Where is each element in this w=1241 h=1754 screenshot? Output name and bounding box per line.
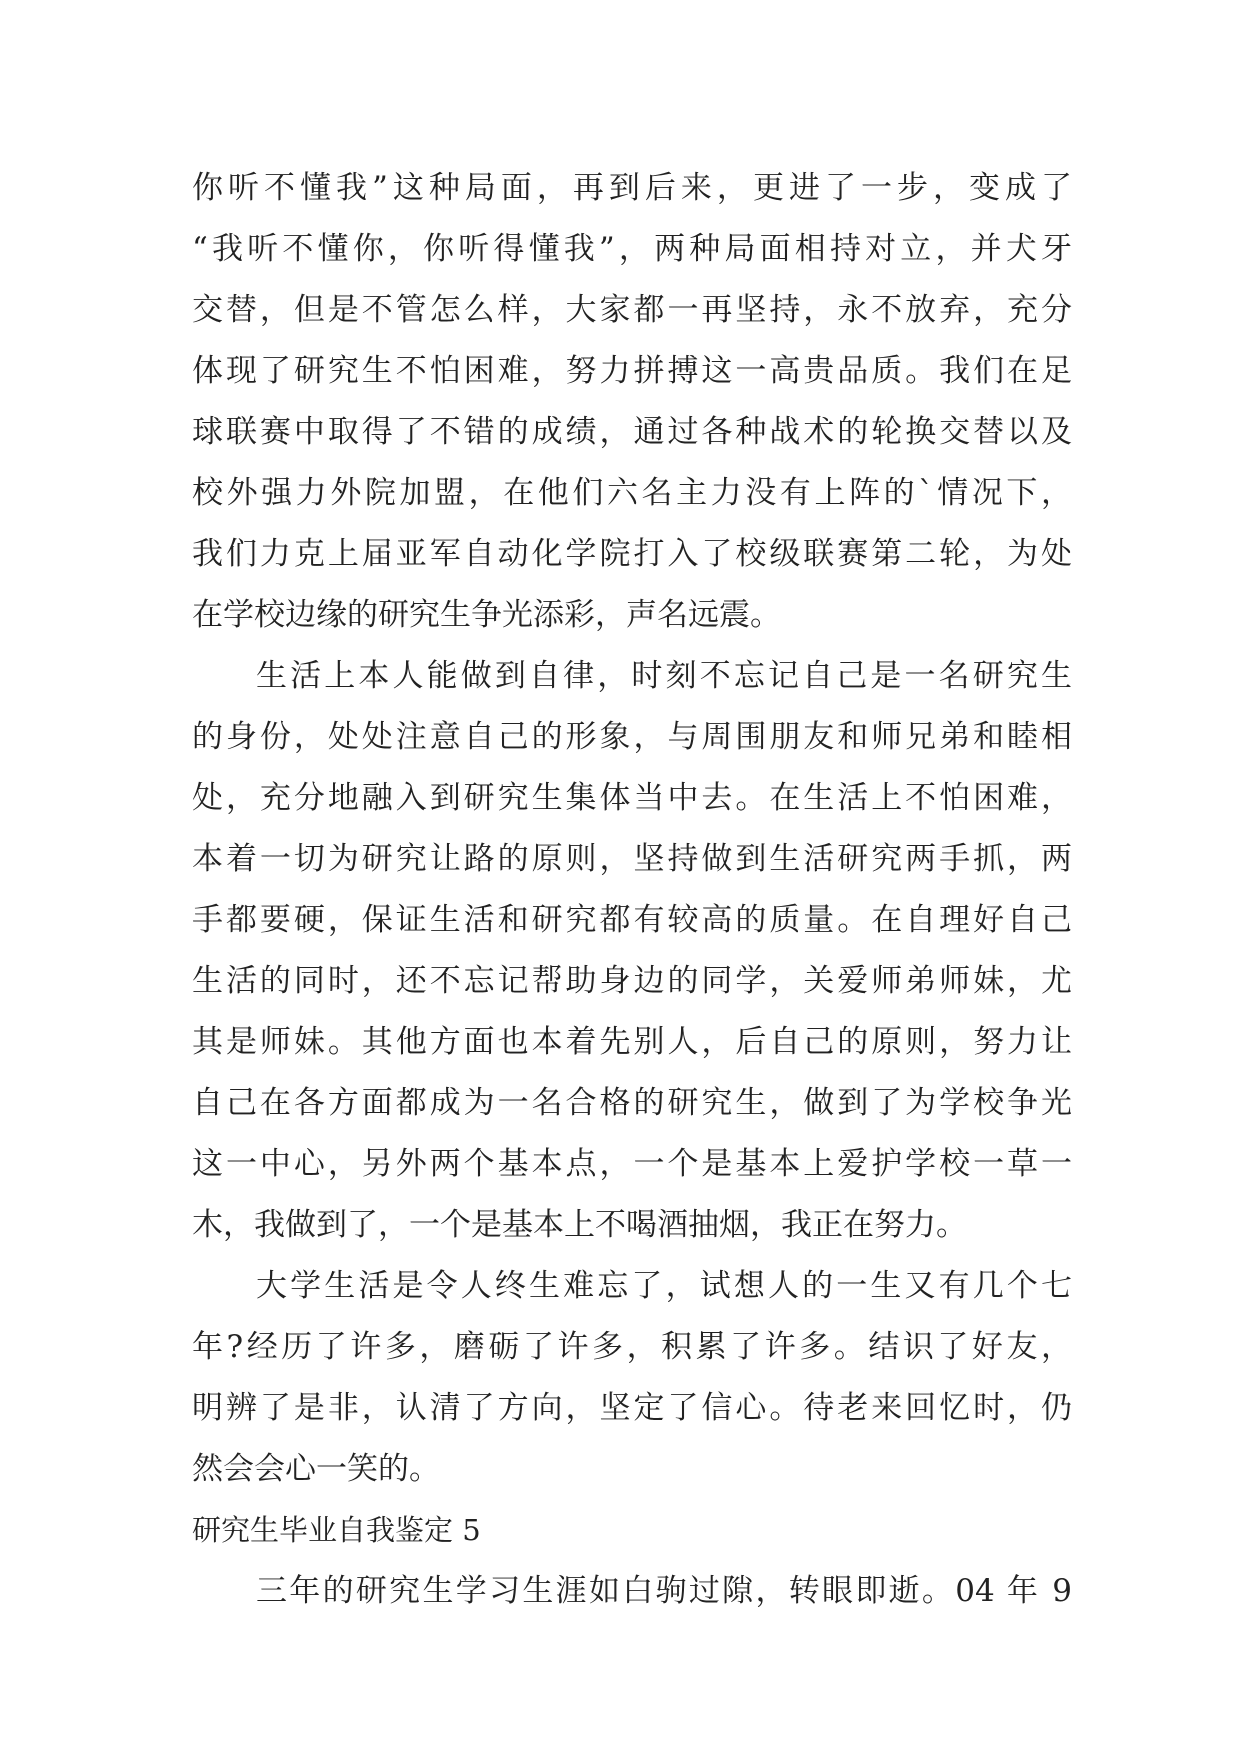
- text-line: 明辨了是非，认清了方向，坚定了信心。待老来回忆时，仍: [192, 1390, 1072, 1426]
- paragraph: [192, 158, 1072, 646]
- text-line: 你听不懂我”这种局面，再到后来，更进了一步，变成了: [192, 170, 1072, 206]
- text-line: 本着一切为研究让路的原则，坚持做到生活研究两手抓，两: [192, 841, 1072, 877]
- text-line: 在学校边缘的研究生争光添彩，声名远震。: [192, 597, 781, 633]
- text-line: 处，充分地融入到研究生集体当中去。在生活上不怕困难，: [192, 780, 1072, 816]
- text-line: “我听不懂你，你听得懂我”，两种局面相持对立，并犬牙: [192, 231, 1072, 267]
- paragraph: [192, 1561, 1072, 1622]
- text-line: 手都要硬，保证生活和研究都有较高的质量。在自理好自己: [192, 902, 1072, 938]
- text-line: 年?经历了许多，磨砺了许多，积累了许多。结识了好友，: [192, 1329, 1072, 1365]
- text-line: 交替，但是不管怎么样，大家都一再坚持，永不放弃，充分: [192, 292, 1072, 328]
- text-line: 生活的同时，还不忘记帮助身边的同学，关爱师弟师妹，尤: [192, 963, 1072, 999]
- text-line: 这一中心，另外两个基本点，一个是基本上爱护学校一草一: [192, 1146, 1072, 1182]
- text-line: 其是师妹。其他方面也本着先别人，后自己的原则，努力让: [192, 1024, 1072, 1060]
- text-line: 的身份，处处注意自己的形象，与周围朋友和师兄弟和睦相: [192, 719, 1072, 755]
- text-line: 大学生活是令人终生难忘了，试想人的一生又有几个七: [256, 1268, 1072, 1304]
- text-line: 自己在各方面都成为一名合格的研究生，做到了为学校争光: [192, 1085, 1072, 1121]
- text-line: 生活上本人能做到自律，时刻不忘记自己是一名研究生: [256, 658, 1072, 694]
- text-line: 球联赛中取得了不错的成绩，通过各种战术的轮换交替以及: [192, 414, 1072, 450]
- section-heading: 研究生毕业自我鉴定 5: [192, 1513, 481, 1547]
- text-line: 我们力克上届亚军自动化学院打入了校级联赛第二轮，为处: [192, 536, 1072, 572]
- text-line: 校外强力外院加盟，在他们六名主力没有上阵的`情况下，: [192, 475, 1072, 511]
- document-body: [192, 158, 1072, 1622]
- paragraph: [192, 1256, 1072, 1500]
- text-line: 体现了研究生不怕困难，努力拼搏这一高贵品质。我们在足: [192, 353, 1072, 389]
- paragraph: [192, 646, 1072, 1256]
- text-line: 然会会心一笑的。: [192, 1451, 440, 1487]
- text-line: 三年的研究生学习生涯如白驹过隙，转眼即逝。04 年 9: [256, 1573, 1072, 1609]
- text-line: 木，我做到了，一个是基本上不喝酒抽烟，我正在努力。: [192, 1207, 967, 1243]
